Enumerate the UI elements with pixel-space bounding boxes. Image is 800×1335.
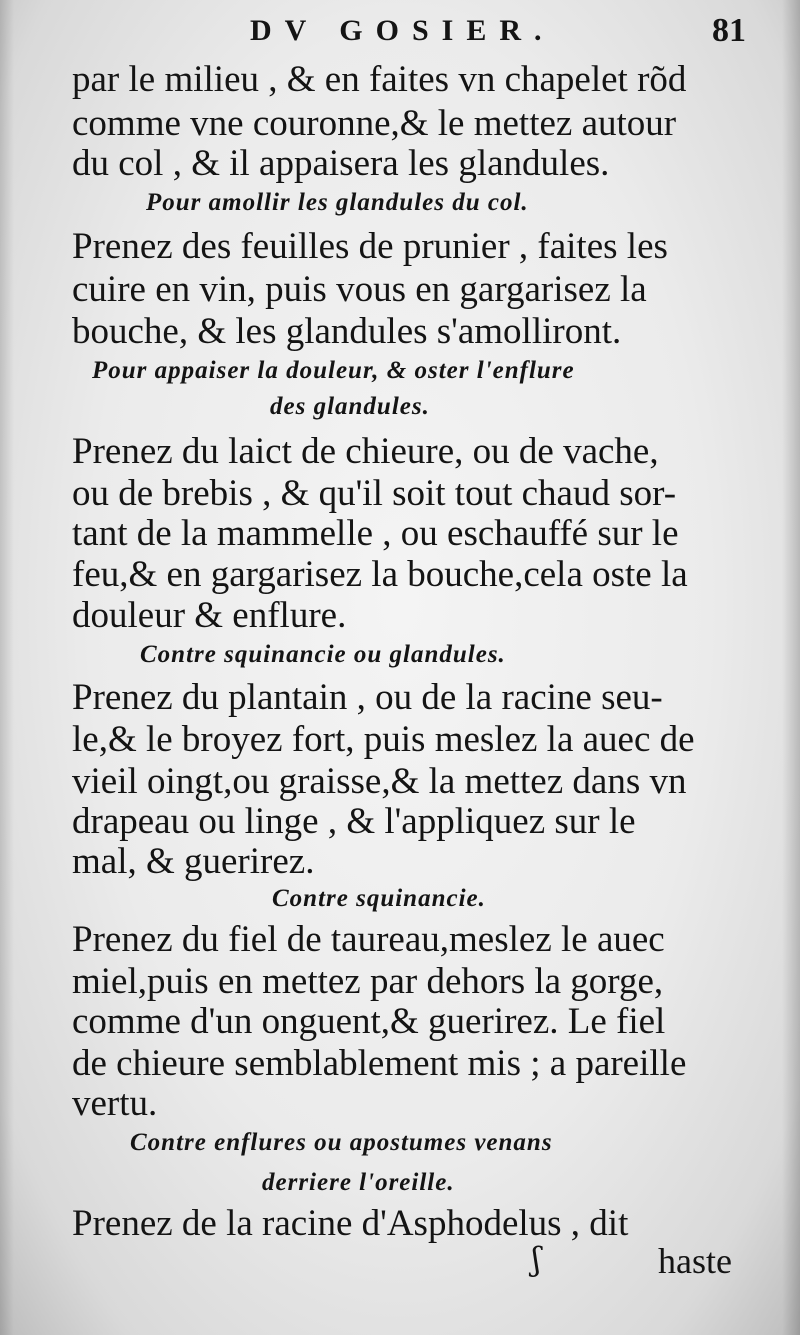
text-line: du col , & il appaisera les glandules.	[72, 143, 610, 184]
text-line: le,& le broyez fort, puis meslez la auec de	[72, 719, 695, 760]
text-line: douleur & enflure.	[72, 595, 347, 636]
text-line: vieil oingt,ou graisse,& la mettez dans vn	[72, 761, 687, 802]
text-line: vertu.	[72, 1083, 158, 1124]
page-left-edge	[0, 0, 14, 1335]
section-heading: Contre squinancie.	[272, 885, 486, 912]
text-line: comme vne couronne,& le mettez autour	[72, 103, 677, 144]
text-line: Prenez des feuilles de prunier , faites les	[72, 226, 668, 267]
section-heading: Pour amollir les glandules du col.	[146, 189, 529, 216]
text-line: comme d'un onguent,& guerirez. Le fiel	[72, 1001, 666, 1042]
text-line: Prenez de la racine d'Asphodelus , dit	[72, 1203, 629, 1244]
section-heading: Contre squinancie ou glandules.	[140, 641, 506, 668]
text-line: Prenez du plantain , ou de la racine seu-	[72, 677, 663, 718]
text-line: mal, & guerirez.	[72, 841, 315, 882]
text-line: cuire en vin, puis vous en gargarisez la	[72, 269, 647, 310]
text-line: tant de la mammelle , ou eschauffé sur le	[72, 513, 679, 554]
page-right-edge	[782, 0, 800, 1335]
text-line: ou de brebis , & qu'il soit tout chaud sor-	[72, 473, 677, 514]
running-title: DV GOSIER.	[250, 14, 555, 47]
text-line: par le milieu , & en faites vn chapelet rõd	[72, 59, 687, 100]
catchword: haste	[658, 1241, 732, 1281]
section-heading-continued: derriere l'oreille.	[262, 1169, 455, 1196]
section-heading: Pour appaiser la douleur, & oster l'enflure	[92, 357, 575, 384]
text-line: bouche, & les glandules s'amolliront.	[72, 311, 622, 352]
text-line: Prenez du laict de chieure, ou de vache,	[72, 431, 659, 472]
text-line: miel,puis en mettez par dehors la gorge,	[72, 961, 664, 1002]
text-line: de chieure semblablement mis ; a pareille	[72, 1043, 687, 1084]
signature-mark: ʃ	[532, 1240, 541, 1278]
text-line: Prenez du fiel de taureau,meslez le auec	[72, 919, 665, 960]
text-line: feu,& en gargarisez la bouche,cela oste la	[72, 554, 688, 595]
text-line: drapeau ou linge , & l'appliquez sur le	[72, 801, 636, 842]
section-heading-continued: des glandules.	[270, 393, 430, 420]
section-heading: Contre enflures ou apostumes venans	[130, 1129, 553, 1156]
page-number: 81	[712, 12, 746, 49]
